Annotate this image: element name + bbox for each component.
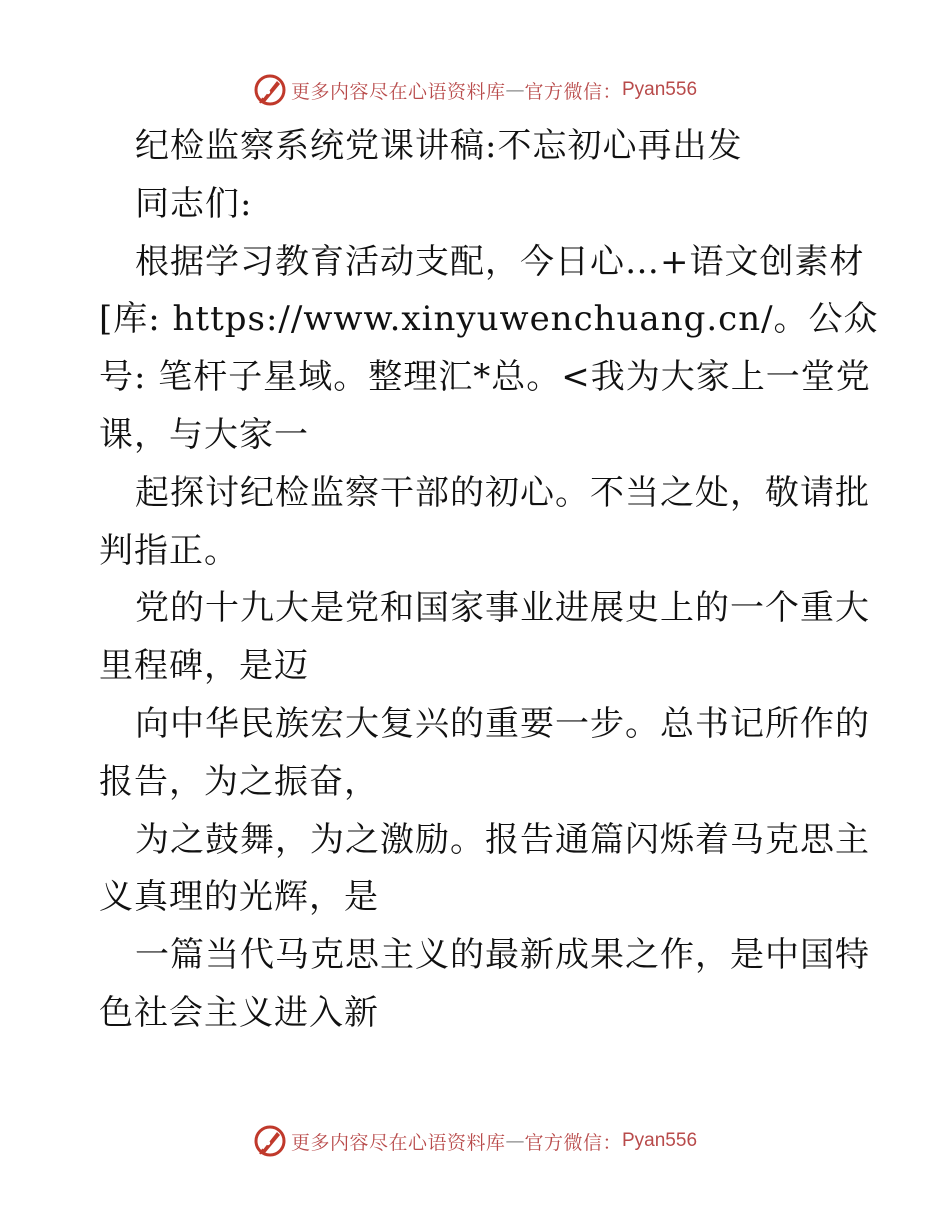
paragraph-line: 向中华民族宏大复兴的重要一步。总书记所作的 (135, 703, 870, 744)
banner-promo-text: 更多内容尽在心语资料库 (290, 1131, 506, 1154)
banner-wechat-id: Pyan556 (622, 79, 698, 100)
paragraph-line: 一篇当代马克思主义的最新成果之作，是中国特 (135, 935, 870, 976)
paragraph-line: 判指正。 (99, 530, 239, 571)
banner-wechat-label: 官方微信： (524, 1131, 622, 1154)
paragraph-line: 课，与大家一 (99, 414, 309, 455)
footer-banner (0, 1121, 950, 1161)
quill-pen-logo-icon (253, 1124, 287, 1158)
paragraph-line: 义真理的光辉，是 (99, 877, 379, 918)
banner-separator: — (505, 1130, 525, 1152)
paragraph-line: 为之鼓舞，为之激励。报告通篇闪烁着马克思主 (135, 819, 870, 860)
document-title: 纪检监察系统党课讲稿:不忘初心再出发 (135, 126, 743, 166)
banner-wechat-label: 官方微信： (524, 80, 622, 103)
paragraph-line: 色社会主义进入新 (99, 992, 379, 1033)
header-banner (0, 70, 950, 110)
paragraph-line: 报告，为之振奋， (99, 761, 379, 802)
document-body (99, 118, 879, 1043)
paragraph-line: 根据学习教育活动支配，今日心…+语文创素材 (135, 241, 865, 282)
paragraph-line: 里程碑，是迈 (99, 646, 309, 687)
paragraph-line: 起探讨纪检监察干部的初心。不当之处，敬请批 (135, 472, 870, 513)
banner-promo-text: 更多内容尽在心语资料库 (290, 80, 506, 103)
banner-separator: — (505, 79, 525, 101)
banner-wechat-id: Pyan556 (622, 1130, 698, 1151)
paragraph-line: 党的十九大是党和国家事业进展史上的一个重大 (135, 588, 870, 629)
salutation: 同志们: (135, 183, 253, 224)
quill-pen-logo-icon (253, 73, 287, 107)
paragraph-line: [库: https://www.xinyuwenchuang.cn/。公众 (99, 299, 879, 340)
paragraph-line: 号: 笔杆子星域。整理汇*总。<我为大家上一堂党 (99, 357, 871, 398)
